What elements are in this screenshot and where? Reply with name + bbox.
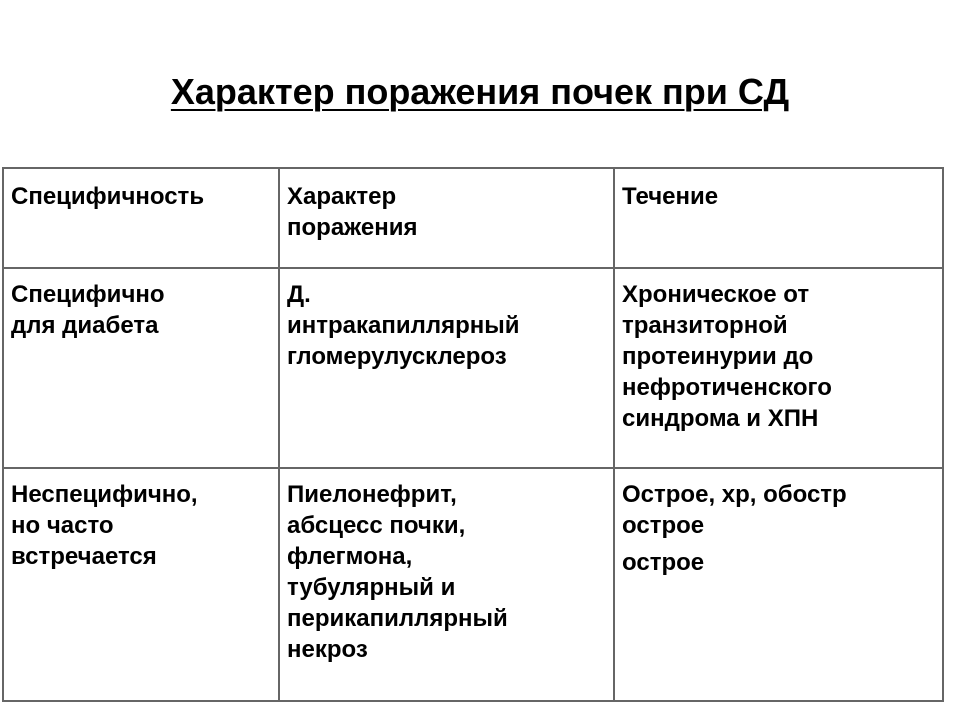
kidney-damage-table: [2, 167, 944, 702]
header-cell-damage-type: [279, 168, 614, 268]
cell-text-line: Неспецифично,: [11, 481, 198, 508]
cell-text-line: острое: [622, 549, 705, 576]
table-cell-course: [614, 468, 943, 701]
cell-text-line: Специфично: [11, 281, 165, 308]
cell-text-line: некроз: [287, 636, 368, 663]
cell-text-line: протеинурии до: [622, 343, 814, 370]
header-cell-course: [614, 168, 943, 268]
cell-text-line: интракапиллярный: [287, 312, 520, 339]
table-cell-damage-type: [279, 468, 614, 701]
slide-title-text: Характер поражения почек при СД: [170, 71, 790, 112]
table-cell-course: [614, 268, 943, 468]
header-cell-specificity: [3, 168, 279, 268]
cell-text-line: Специфичность: [11, 183, 205, 210]
cell-text-line: флегмона,: [287, 543, 413, 570]
cell-text-line: абсцесс почки,: [287, 512, 466, 539]
cell-text-line: Характер: [287, 183, 397, 210]
cell-text-line: но часто: [11, 512, 114, 539]
table-cell-specificity: [3, 468, 279, 701]
cell-text-line: транзиторной: [622, 312, 788, 339]
cell-text-line: встречается: [11, 543, 157, 570]
cell-text-line: Острое, хр, обостр: [622, 481, 847, 508]
cell-text-line: Течение: [622, 183, 719, 210]
cell-text-line: Пиелонефрит,: [287, 481, 457, 508]
cell-text-line: синдрома и ХПН: [622, 405, 819, 432]
table-header-row: [3, 168, 943, 268]
table-row: [3, 268, 943, 468]
cell-text-line: для диабета: [11, 312, 159, 339]
cell-text-line: гломерулусклероз: [287, 343, 507, 370]
table-cell-specificity: [3, 268, 279, 468]
cell-text-line: острое: [622, 512, 705, 539]
cell-text-line: перикапиллярный: [287, 605, 508, 632]
table-cell-damage-type: [279, 268, 614, 468]
table-row: [3, 468, 943, 701]
cell-text-line: Хроническое от: [622, 281, 810, 308]
cell-text-line: тубулярный и: [287, 574, 456, 601]
cell-text-line: Д.: [287, 281, 311, 308]
slide-title: [0, 68, 960, 116]
cell-text-line: поражения: [287, 214, 418, 241]
cell-text-line: нефротиченского: [622, 374, 832, 401]
